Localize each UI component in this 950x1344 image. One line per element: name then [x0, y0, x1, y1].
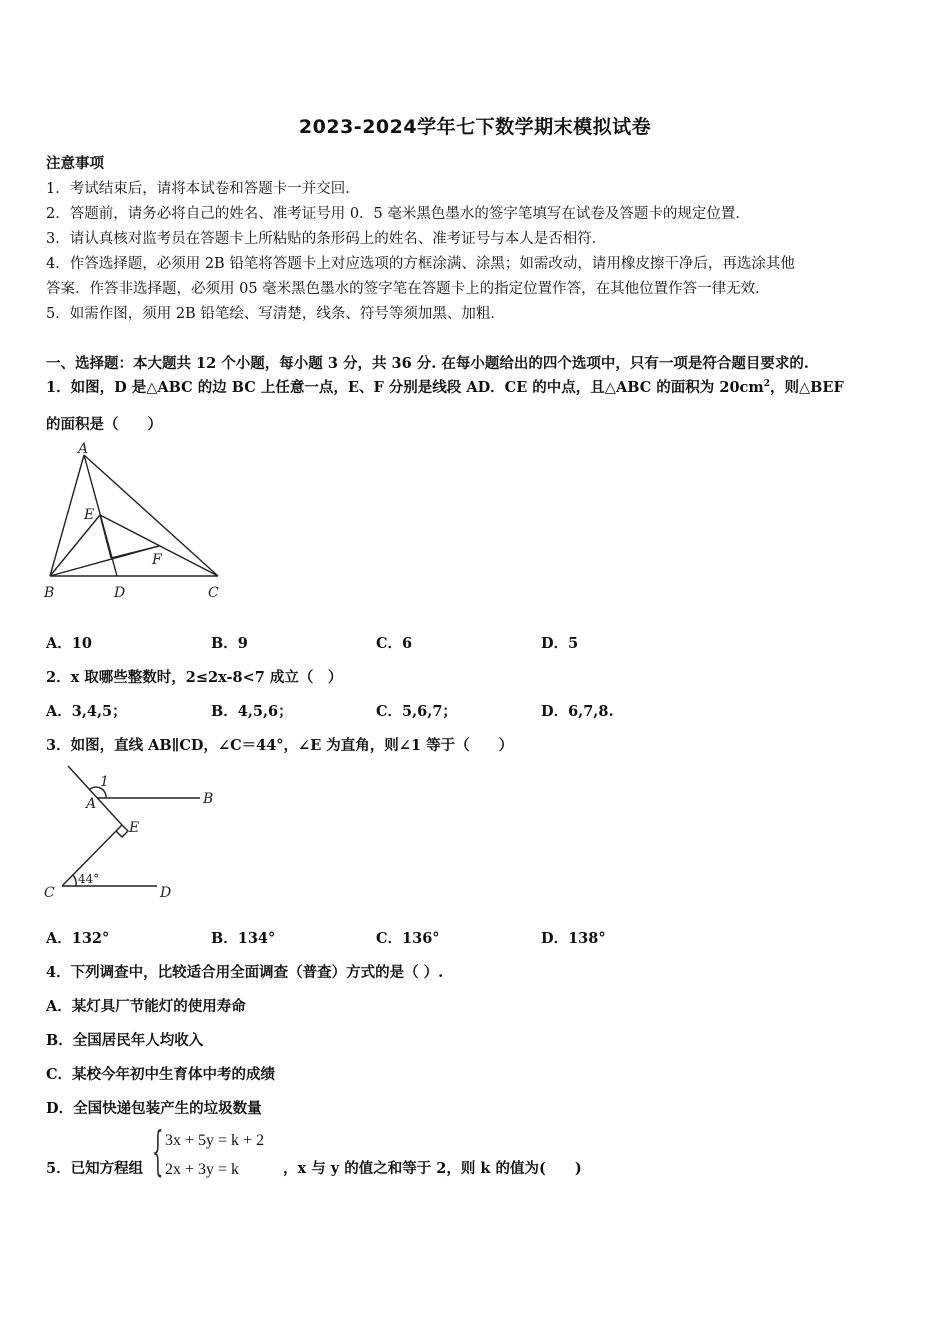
q1-option-b[interactable]: B．9: [211, 635, 248, 652]
question-4-text: 4．下列调查中，比较适合用全面调查（普查）方式的是（ ）.: [46, 964, 444, 981]
label-a: A: [86, 796, 97, 812]
label-d: D: [160, 885, 172, 901]
segment-ef-aux: [100, 515, 111, 558]
q3-option-c[interactable]: C．136°: [376, 930, 440, 947]
label-e: E: [84, 507, 95, 523]
q1-sup: 2: [763, 379, 770, 390]
q2-option-c[interactable]: C．5,6,7；: [376, 703, 457, 720]
q1-option-d[interactable]: D．5: [541, 635, 579, 652]
equation-1: 3x + 5y = k + 2: [165, 1132, 265, 1149]
edge-ab: [50, 455, 84, 576]
right-angle-mark: [116, 825, 128, 837]
notice-item: 3．请认真核对监考员在答题卡上所粘贴的条形码上的姓名、准考证号与本人是否相符．: [46, 231, 607, 247]
q4-option-b[interactable]: B．全国居民年人均收入: [46, 1032, 204, 1049]
q1-text-b: ，则△BEF: [769, 379, 844, 396]
q4-option-d[interactable]: D．全国快递包装产生的垃圾数量: [46, 1100, 262, 1117]
q3-option-d[interactable]: D．138°: [541, 930, 606, 947]
q2-option-a[interactable]: A．3,4,5；: [46, 703, 127, 720]
question-5-suffix: ，x 与 y 的值之和等于 2，则 k 的值为( ): [283, 1160, 582, 1177]
notice-item: 答案．作答非选择题，必须用 05 毫米黑色墨水的签字笔在答题卡上的指定位置作答，在其他位置作答一律无效．: [46, 281, 770, 297]
label-e: E: [129, 820, 140, 836]
q1-option-c[interactable]: C．6: [376, 635, 413, 652]
label-angle-44: 44°: [78, 872, 100, 886]
notice-heading: 注意事项: [46, 155, 104, 172]
equation-brace: {: [152, 1122, 164, 1182]
q2-option-b[interactable]: B．4,5,6；: [211, 703, 293, 720]
notice-item: 5．如需作图，须用 2B 铅笔绘、写清楚，线条、符号等须加黑、加粗．: [46, 306, 505, 322]
question-3-text: 3．如图，直线 AB∥CD，∠C＝44°，∠E 为直角，则∠1 等于（ ）: [46, 737, 514, 754]
label-angle-1: 1: [100, 774, 109, 790]
question-1-text: [46, 376, 844, 397]
edge-ac: [84, 455, 218, 576]
question-1-text-cont: 的面积是（ ）: [46, 416, 162, 433]
notice-item: 2．答题前，请务必将自己的姓名、准考证号用 0．5 毫米黑色墨水的签字笔填写在试卷及答题卡的规定位置．: [46, 206, 750, 222]
q1-option-a[interactable]: A．10: [46, 635, 92, 652]
equation-2: 2x + 3y = k: [165, 1161, 240, 1178]
section-heading: 一、选择题：本大题共 12 个小题，每小题 3 分，共 36 分. 在每小题给出的四个选项中，只有一项是符合题目要求的.: [46, 355, 809, 372]
notice-item: 4．作答选择题，必须用 2B 铅笔将答题卡上对应选项的方框涂满、涂黑；如需改动，请用橡皮擦干净后，再选涂其他: [46, 256, 795, 272]
segment-be: [50, 515, 100, 576]
q3-option-a[interactable]: A．132°: [46, 930, 110, 947]
question-2-text: 2．x 取哪些整数时，2≤2x-8<7 成立（ ）: [46, 669, 343, 686]
label-b: B: [44, 585, 55, 601]
label-f: F: [152, 552, 162, 568]
q2-option-d[interactable]: D．6,7,8.: [541, 703, 614, 720]
label-c: C: [44, 885, 55, 901]
label-a: A: [78, 441, 89, 457]
notice-item: 1．考试结束后，请将本试卷和答题卡一并交回．: [46, 181, 360, 197]
q1-triangle-figure: [40, 440, 240, 605]
page-title: 2023-2024学年七下数学期末模拟试卷: [298, 116, 652, 138]
question-5-prefix: 5．已知方程组: [46, 1160, 144, 1177]
q3-parallel-lines-figure: [40, 762, 240, 912]
angle-c-arc: [73, 875, 76, 886]
q4-option-c[interactable]: C．某校今年初中生育体中考的成绩: [46, 1066, 276, 1083]
label-d: D: [114, 585, 126, 601]
label-c: C: [208, 585, 219, 601]
q4-option-a[interactable]: A．某灯具厂节能灯的使用寿命: [46, 998, 246, 1015]
q3-option-b[interactable]: B．134°: [211, 930, 276, 947]
label-b: B: [203, 791, 214, 807]
q1-text-a: 1．如图，D 是△ABC 的边 BC 上任意一点，E、F 分别是线段 AD．CE 的中点，且△ABC 的面积为 20cm: [46, 379, 764, 396]
